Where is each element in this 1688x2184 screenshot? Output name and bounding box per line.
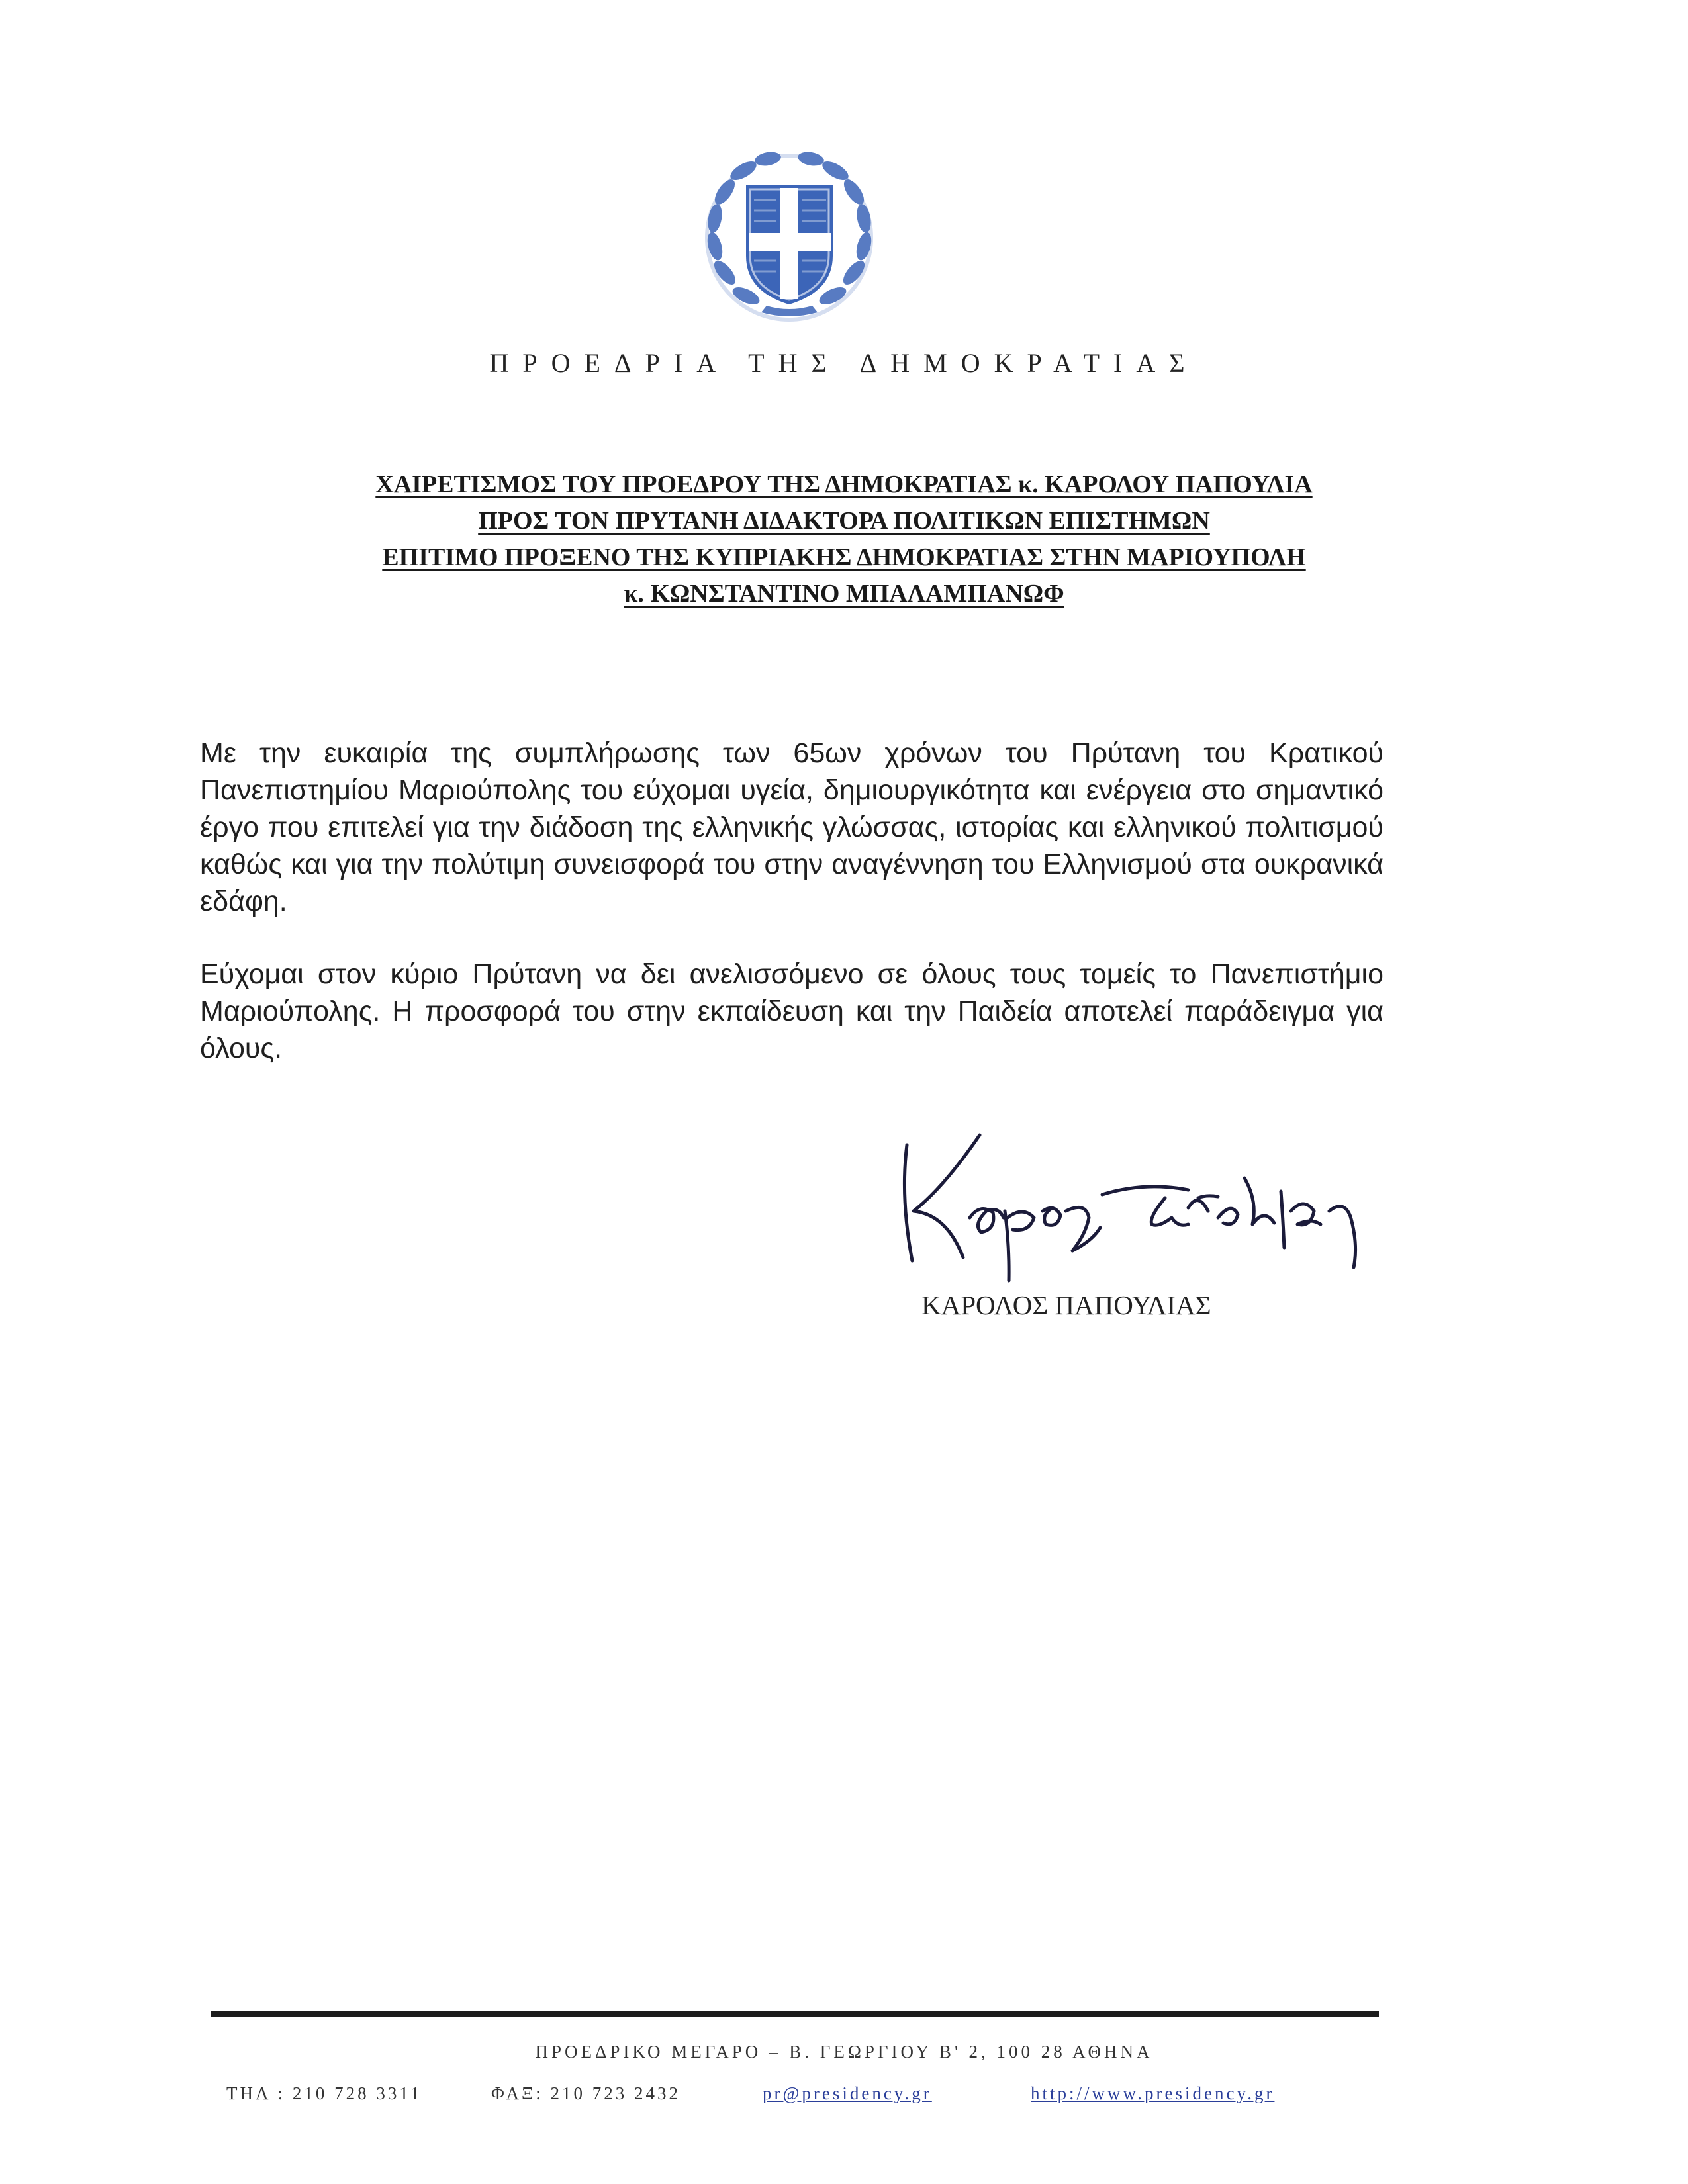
footer-email-link[interactable]: pr@presidency.gr — [763, 2083, 932, 2103]
footer-phone: ΤΗΛ : 210 728 3311 — [226, 2083, 422, 2103]
institution-name: ΠΡΟΕΔΡΙΑ ΤΗΣ ΔΗΜΟΚΡΑΤΙΑΣ — [489, 348, 1199, 378]
handwritten-signature-icon — [887, 1118, 1417, 1291]
letter-body — [200, 735, 1383, 1103]
body-paragraph: Εύχομαι στον κύριο Πρύτανη να δει ανελισσόμενο σε όλους τους τομείς το Πανεπιστήμιο Μαριούπολης. Η προσφορά του στην εκπαίδευση και την Παιδεία αποτελεί παράδειγμα για όλους. — [200, 958, 1383, 1064]
heading-line: ΕΠΙΤΙΜΟ ΠΡΟΞΕΝΟ ΤΗΣ ΚΥΠΡΙΑΚΗΣ ΔΗΜΟΚΡΑΤΙΑΣ ΣΤΗΝ ΜΑΡΙΟΥΠΟΛΗ — [382, 543, 1306, 571]
greek-coat-of-arms-icon — [698, 147, 880, 329]
footer-fax: ΦΑΞ: 210 723 2432 — [491, 2083, 681, 2103]
heading-line: κ. ΚΩΝΣΤΑΝΤΙΝΟ ΜΠΑΛΑΜΠΑΝΩΦ — [624, 580, 1064, 608]
heading-line: ΠΡΟΣ ΤΟΝ ΠΡΥΤΑΝΗ ΔΙΔΑΚΤΟΡΑ ΠΟΛΙΤΙΚΩΝ ΕΠΙΣΤΗΜΩΝ — [478, 507, 1210, 535]
heading-line: ΧΑΙΡΕΤΙΣΜΟΣ ΤΟΥ ΠΡΟΕΔΡΟΥ ΤΗΣ ΔΗΜΟΚΡΑΤΙΑΣ κ. ΚΑΡΟΛΟΥ ΠΑΠΟΥΛΙΑ — [375, 471, 1313, 498]
footer-website-link[interactable]: http://www.presidency.gr — [1031, 2083, 1275, 2103]
signer-name: ΚΑΡΟΛΟΣ ΠΑΠΟΥΛΙΑΣ — [921, 1290, 1211, 1320]
body-paragraph: Με την ευκαιρία της συμπλήρωσης των 65ων χρόνων του Πρύτανη του Κρατικού Πανεπιστημίου Μαριούπολης του εύχομαι υγεία, δημιουργικότητα και ενέργεια στο σημαντικό έργο που επιτελεί για την διάδοση της ελληνικής γλώσσας, ιστορίας και ελληνικού πολιτισμού καθώς και για την πολύτιμη συνεισφορά του στην αναγέννηση του Ελληνισμού στα ουκρανικά εδάφη. — [200, 737, 1383, 917]
letter-heading — [0, 467, 1688, 612]
footer-address: ΠΡΟΕΔΡΙΚΟ ΜΕΓΑΡΟ – Β. ΓΕΩΡΓΙΟΥ Β' 2, 100 28 ΑΘΗΝΑ — [535, 2042, 1153, 2062]
footer-divider — [211, 2011, 1379, 2017]
